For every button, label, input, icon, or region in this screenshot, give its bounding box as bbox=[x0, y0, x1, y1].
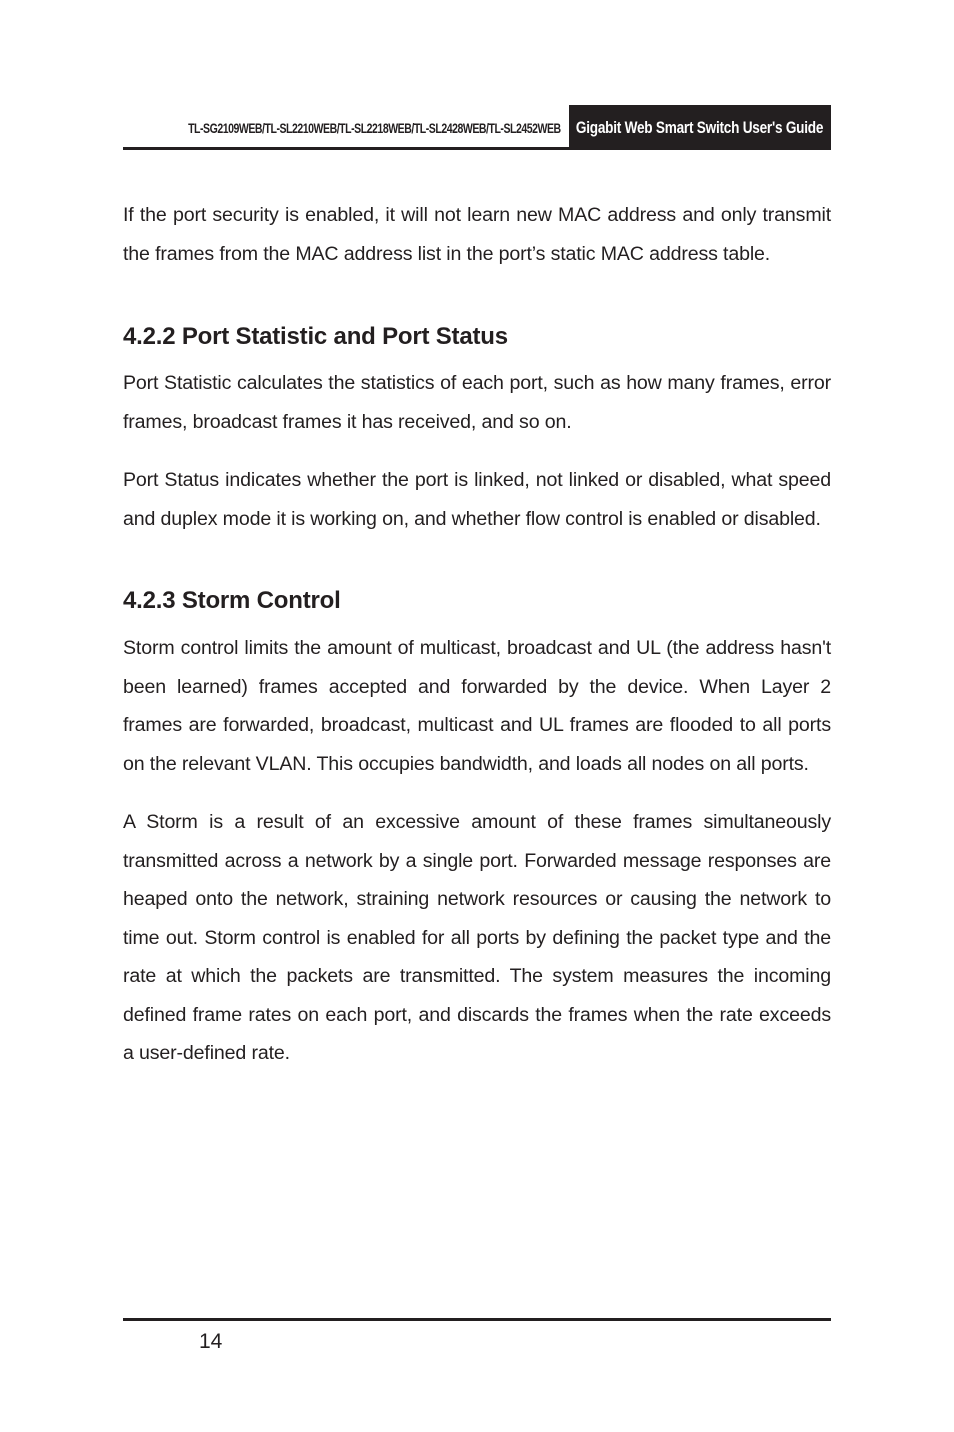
page-header bbox=[123, 105, 831, 150]
header-divider bbox=[123, 147, 831, 150]
page-content bbox=[123, 196, 831, 1073]
storm-control-paragraph: Storm control limits the amount of multicast, broadcast and UL (the address hasn't been learned) frames accepted and forwarded by the device. When Layer 2 frames are forwarded, broadcast, multicast and UL frames are flooded to all ports on the relevant VLAN. This occupies bandwidth, and loads all nodes on all ports. bbox=[123, 637, 831, 775]
section-heading-storm-control: 4.2.3 Storm Control bbox=[123, 587, 341, 614]
footer-divider bbox=[123, 1318, 831, 1321]
header-guide-title-box bbox=[569, 105, 831, 150]
header-model-list: TL-SG2109WEB/TL-SL2210WEB/TL-SL2218WEB/TL-SL2428WEB/TL-SL2452WEB bbox=[188, 121, 561, 136]
port-statistic-paragraph: Port Statistic calculates the statistics of each port, such as how many frames, error frames, broadcast frames it has received, and so on. bbox=[123, 372, 831, 433]
header-guide-title: Gigabit Web Smart Switch User's Guide bbox=[576, 117, 824, 137]
storm-description-paragraph: A Storm is a result of an excessive amount of these frames simultaneously transmitted across a network by a single port. Forwarded message responses are heaped onto the network, straining network resources or causing the network to time out. Storm control is enabled for all ports by defining the packet type and the rate at which the packets are transmitted. The system measures the incoming defined frame rates on each port, and discards the frames when the rate exceeds a user-defined rate. bbox=[123, 811, 831, 1064]
section-heading-port-statistic: 4.2.2 Port Statistic and Port Status bbox=[123, 323, 508, 350]
intro-paragraph: If the port security is enabled, it will not learn new MAC address and only transmit the frames from the MAC address list in the port’s static MAC address table. bbox=[123, 204, 831, 265]
page-number: 14 bbox=[199, 1330, 223, 1353]
port-status-paragraph: Port Status indicates whether the port is linked, not linked or disabled, what speed and duplex mode it is working on, and whether flow control is enabled or disabled. bbox=[123, 469, 831, 530]
